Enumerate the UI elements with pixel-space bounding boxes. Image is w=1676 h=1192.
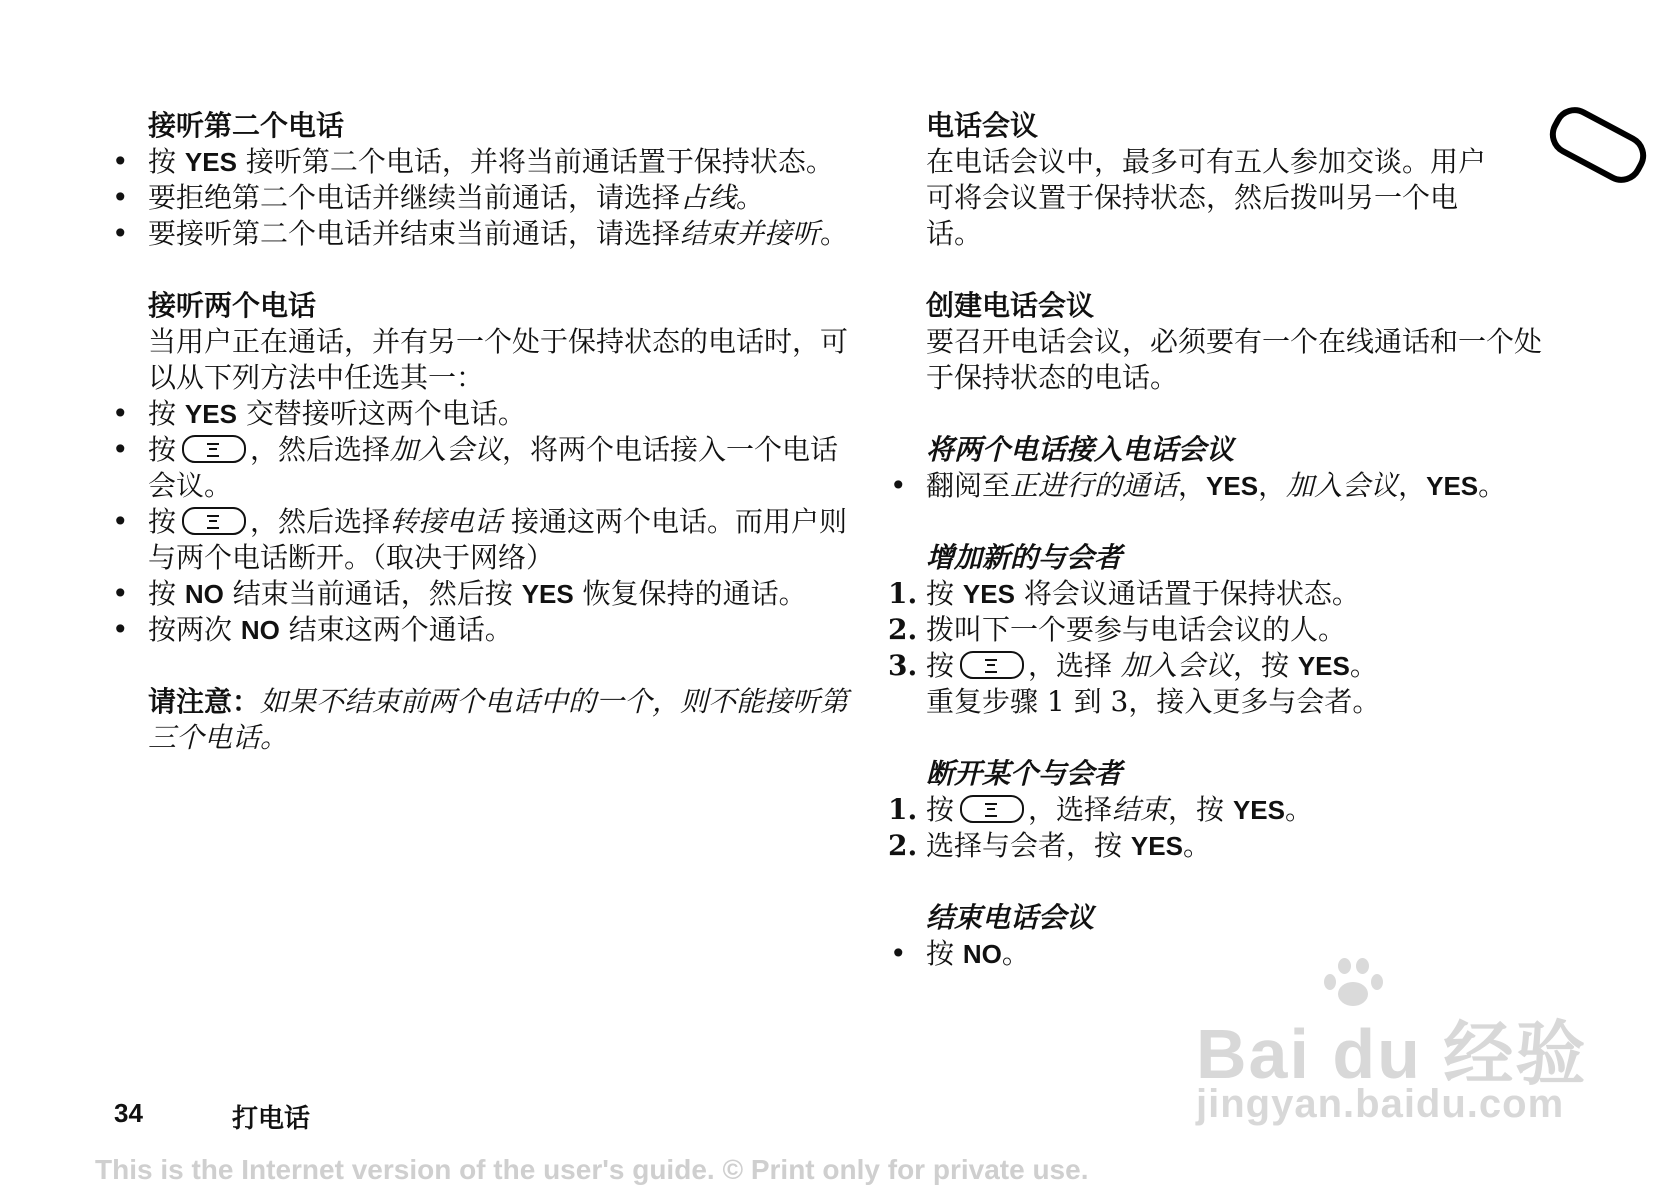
text: 要拒绝第二个电话并继续当前通话，请选择 xyxy=(148,181,681,214)
text: 按 xyxy=(926,793,955,826)
yes-key-label: YES xyxy=(962,579,1015,609)
text: 翻阅至 xyxy=(926,469,1011,502)
list-item xyxy=(888,468,1608,504)
no-key-label: NO xyxy=(184,579,224,609)
text: 要接听第二个电话并结束当前通话，请选择 xyxy=(148,217,681,250)
right-column xyxy=(888,108,1608,972)
text: 按 xyxy=(148,433,177,466)
step-item xyxy=(888,576,1608,612)
bullet-mark: • xyxy=(112,505,129,538)
text: ，选择 xyxy=(1028,793,1113,826)
text: 交替接听这两个电话。 xyxy=(236,397,526,430)
text: ， xyxy=(1178,469,1207,502)
text: 将会议通话置于保持状态。 xyxy=(1014,577,1360,610)
step-item xyxy=(888,612,1608,648)
yes-key-label: YES xyxy=(1130,831,1183,861)
text: 接听第二个电话，并将当前通话置于保持状态。 xyxy=(236,145,834,178)
heading-release-participant: 断开某个与会者 xyxy=(926,757,1123,790)
text: ，按 xyxy=(1232,649,1298,682)
yes-key-label: YES xyxy=(1206,471,1259,501)
step-number: 2. xyxy=(888,613,918,646)
join-calls-list xyxy=(888,468,1608,504)
menu-option-ongoing-calls: 正进行的通话 xyxy=(1010,469,1179,502)
spacer xyxy=(888,396,1608,432)
page-number: 34 xyxy=(114,1098,143,1128)
bullet-mark: • xyxy=(112,217,129,250)
text: 按 xyxy=(926,937,963,970)
menu-option-join-calls: 加入会议 xyxy=(1286,469,1399,502)
heading-answer-two-calls: 接听两个电话 xyxy=(148,289,317,322)
heading-create-conference: 创建电话会议 xyxy=(926,289,1095,322)
yes-key-label: YES xyxy=(184,147,237,177)
create-conference-text: 要召开电话会议，必须要有一个在线通话和一个处于保持状态的电话。 xyxy=(926,325,1543,394)
text: ，然后选择 xyxy=(250,433,391,466)
text: ，将两个电话接入一个电话会议。 xyxy=(148,433,839,502)
add-participant-steps xyxy=(888,576,1608,720)
bullet-mark: • xyxy=(112,613,129,646)
yes-key-label: YES xyxy=(1232,795,1285,825)
footer-section-title: 打电话 xyxy=(232,1103,311,1133)
bullet-mark: • xyxy=(112,433,129,466)
list-item xyxy=(110,396,850,432)
footer-disclaimer: This is the Internet version of the user's guide. © Print only for private use. xyxy=(95,1154,1089,1185)
heading-end-conference: 结束电话会议 xyxy=(926,901,1095,934)
text: ，按 xyxy=(1168,793,1233,826)
no-key-label: NO xyxy=(240,615,280,645)
bullet-mark: • xyxy=(112,577,129,610)
spacer xyxy=(110,252,850,288)
spacer xyxy=(110,648,850,684)
note-label: 请注意： xyxy=(148,685,261,718)
bullet-mark: • xyxy=(112,181,129,214)
text: 。 xyxy=(1284,793,1313,826)
two-calls-intro: 当用户正在通话，并有另一个处于保持状态的电话时，可以从下列方法中任选其一： xyxy=(148,325,849,394)
text: 。 xyxy=(1001,937,1030,970)
heading-conference-calls: 电话会议 xyxy=(926,109,1039,142)
list-item xyxy=(110,180,850,216)
text: 按 xyxy=(148,397,185,430)
bullet-mark: • xyxy=(890,937,907,970)
text: ， xyxy=(1398,469,1427,502)
release-participant-steps xyxy=(888,792,1608,864)
note-text: 如果不结束前两个电话中的一个，则不能接听第三个电话。 xyxy=(148,685,849,754)
watermark-main-text: Bai du 经验 xyxy=(1196,1015,1588,1093)
spacer xyxy=(888,252,1608,288)
step-number: 1. xyxy=(888,793,918,826)
step-number: 2. xyxy=(888,829,918,862)
menu-glyph-icon xyxy=(207,443,219,457)
menu-glyph-icon xyxy=(985,803,997,817)
menu-key-icon xyxy=(960,795,1024,823)
text: ，选择 xyxy=(1028,649,1121,682)
step-item xyxy=(888,648,1608,720)
step-continuation: 重复步骤 1 到 3，接入更多与会者。 xyxy=(926,685,1381,718)
spacer xyxy=(888,720,1608,756)
conference-intro: 在电话会议中，最多可有五人参加交谈。用户可将会议置于保持状态，然后拨叫另一个电话。 xyxy=(926,145,1487,250)
list-item xyxy=(110,504,850,576)
text: 。 xyxy=(1478,469,1507,502)
answer-second-call-list xyxy=(110,144,850,252)
bullet-mark: • xyxy=(112,397,129,430)
step-number: 3. xyxy=(888,649,918,682)
bullet-mark: • xyxy=(890,469,907,502)
text: 。 xyxy=(820,217,849,250)
step-item xyxy=(888,792,1608,828)
note-paragraph xyxy=(110,684,850,756)
menu-glyph-icon xyxy=(207,515,219,529)
text: 恢复保持的通话。 xyxy=(573,577,807,610)
list-item xyxy=(110,612,850,648)
list-item xyxy=(110,432,850,504)
list-item xyxy=(110,216,850,252)
text: 选择与会者，按 xyxy=(926,829,1131,862)
menu-option-busy: 占线 xyxy=(680,181,737,214)
yes-key-label: YES xyxy=(1297,651,1350,681)
text: 。 xyxy=(1182,829,1211,862)
bullet-mark: • xyxy=(112,145,129,178)
menu-glyph-icon xyxy=(985,659,997,673)
menu-option-join-calls: 加入会议 xyxy=(390,433,503,466)
list-item xyxy=(110,576,850,612)
text: 按 xyxy=(926,649,955,682)
step-number: 1. xyxy=(888,577,918,610)
text: 按 xyxy=(148,505,177,538)
watermark-url-text: jingyan.baidu.com xyxy=(1196,1082,1565,1126)
yes-key-label: YES xyxy=(184,399,237,429)
menu-key-icon xyxy=(182,507,246,535)
text: 按 xyxy=(926,577,963,610)
list-item xyxy=(110,144,850,180)
no-key-label: NO xyxy=(962,939,1002,969)
text: 按 xyxy=(148,577,185,610)
text: 。 xyxy=(1349,649,1378,682)
text: 结束当前通话，然后按 xyxy=(223,577,522,610)
text: 按 xyxy=(148,145,185,178)
text: ，然后选择 xyxy=(250,505,391,538)
menu-option-end: 结束 xyxy=(1112,793,1169,826)
text: 。 xyxy=(736,181,765,214)
text: 拨叫下一个要参与电话会议的人。 xyxy=(926,613,1347,646)
spacer xyxy=(888,864,1608,900)
baidu-jingyan-watermark xyxy=(1196,958,1596,1138)
step-item xyxy=(888,828,1608,864)
menu-key-icon xyxy=(960,651,1024,679)
two-calls-list xyxy=(110,396,850,648)
menu-key-icon xyxy=(182,435,246,463)
text: ， xyxy=(1258,469,1287,502)
heading-add-participant: 增加新的与会者 xyxy=(926,541,1123,574)
spacer xyxy=(888,504,1608,540)
menu-option-end-and-answer: 结束并接听 xyxy=(680,217,821,250)
text: 结束这两个通话。 xyxy=(279,613,513,646)
yes-key-label: YES xyxy=(1426,471,1479,501)
menu-option-transfer-call: 转接电话 xyxy=(390,505,503,538)
text: 按两次 xyxy=(148,613,241,646)
yes-key-label: YES xyxy=(521,579,574,609)
heading-join-calls: 将两个电话接入电话会议 xyxy=(926,433,1235,466)
heading-answer-second-call: 接听第二个电话 xyxy=(148,109,345,142)
menu-option-join-calls: 加入会议 xyxy=(1120,649,1233,682)
text: 接通这两个电话。而用户则与两个电话断开。（取决于网络） xyxy=(148,505,847,574)
left-column xyxy=(110,108,850,756)
